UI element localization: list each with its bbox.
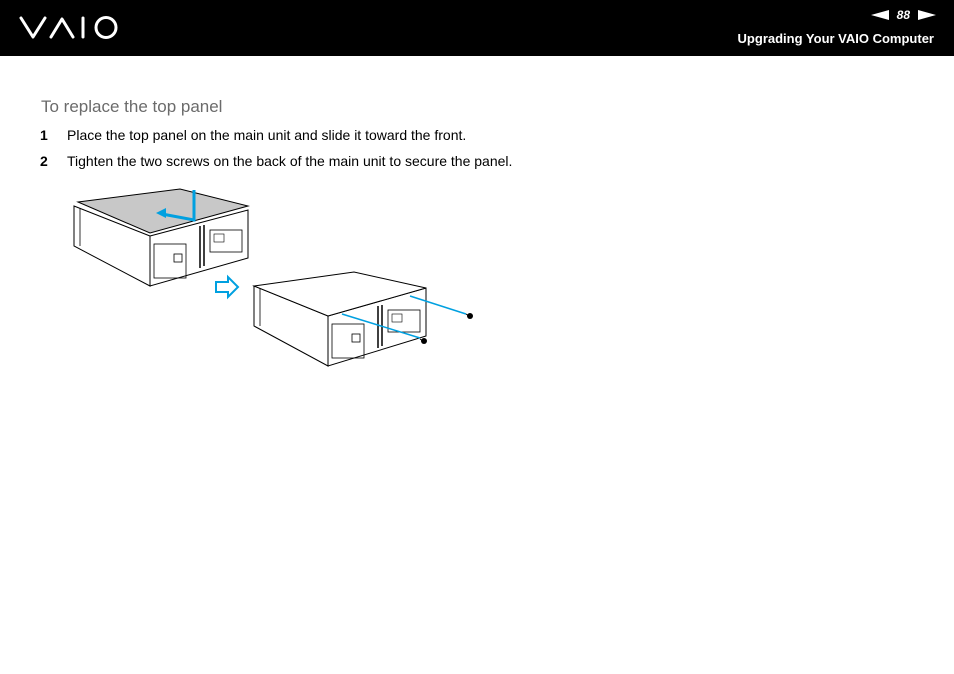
step-text: Place the top panel on the main unit and slide it toward the front. — [67, 127, 467, 143]
page-navigation — [871, 8, 936, 22]
screw-icon — [466, 313, 473, 319]
computer-diagram — [70, 186, 480, 371]
step-text: Tighten the two screws on the back of the main unit to secure the panel. — [67, 153, 513, 169]
page-header — [0, 0, 954, 56]
next-page-icon[interactable] — [918, 10, 936, 20]
vaio-logo — [19, 14, 121, 45]
computer-with-screws — [254, 272, 473, 366]
previous-page-icon[interactable] — [871, 10, 889, 20]
section-title: Upgrading Your VAIO Computer — [737, 31, 934, 46]
step-1 — [40, 127, 466, 143]
step-number: 2 — [40, 153, 48, 169]
top-panel-illustration — [70, 186, 480, 376]
computer-with-panel-sliding — [74, 189, 248, 286]
page-number: 88 — [896, 8, 910, 22]
step-2 — [40, 153, 512, 169]
step-number: 1 — [40, 127, 48, 143]
next-step-arrow-icon — [216, 277, 238, 297]
procedure-heading: To replace the top panel — [41, 97, 223, 116]
screw-icon — [420, 338, 427, 344]
